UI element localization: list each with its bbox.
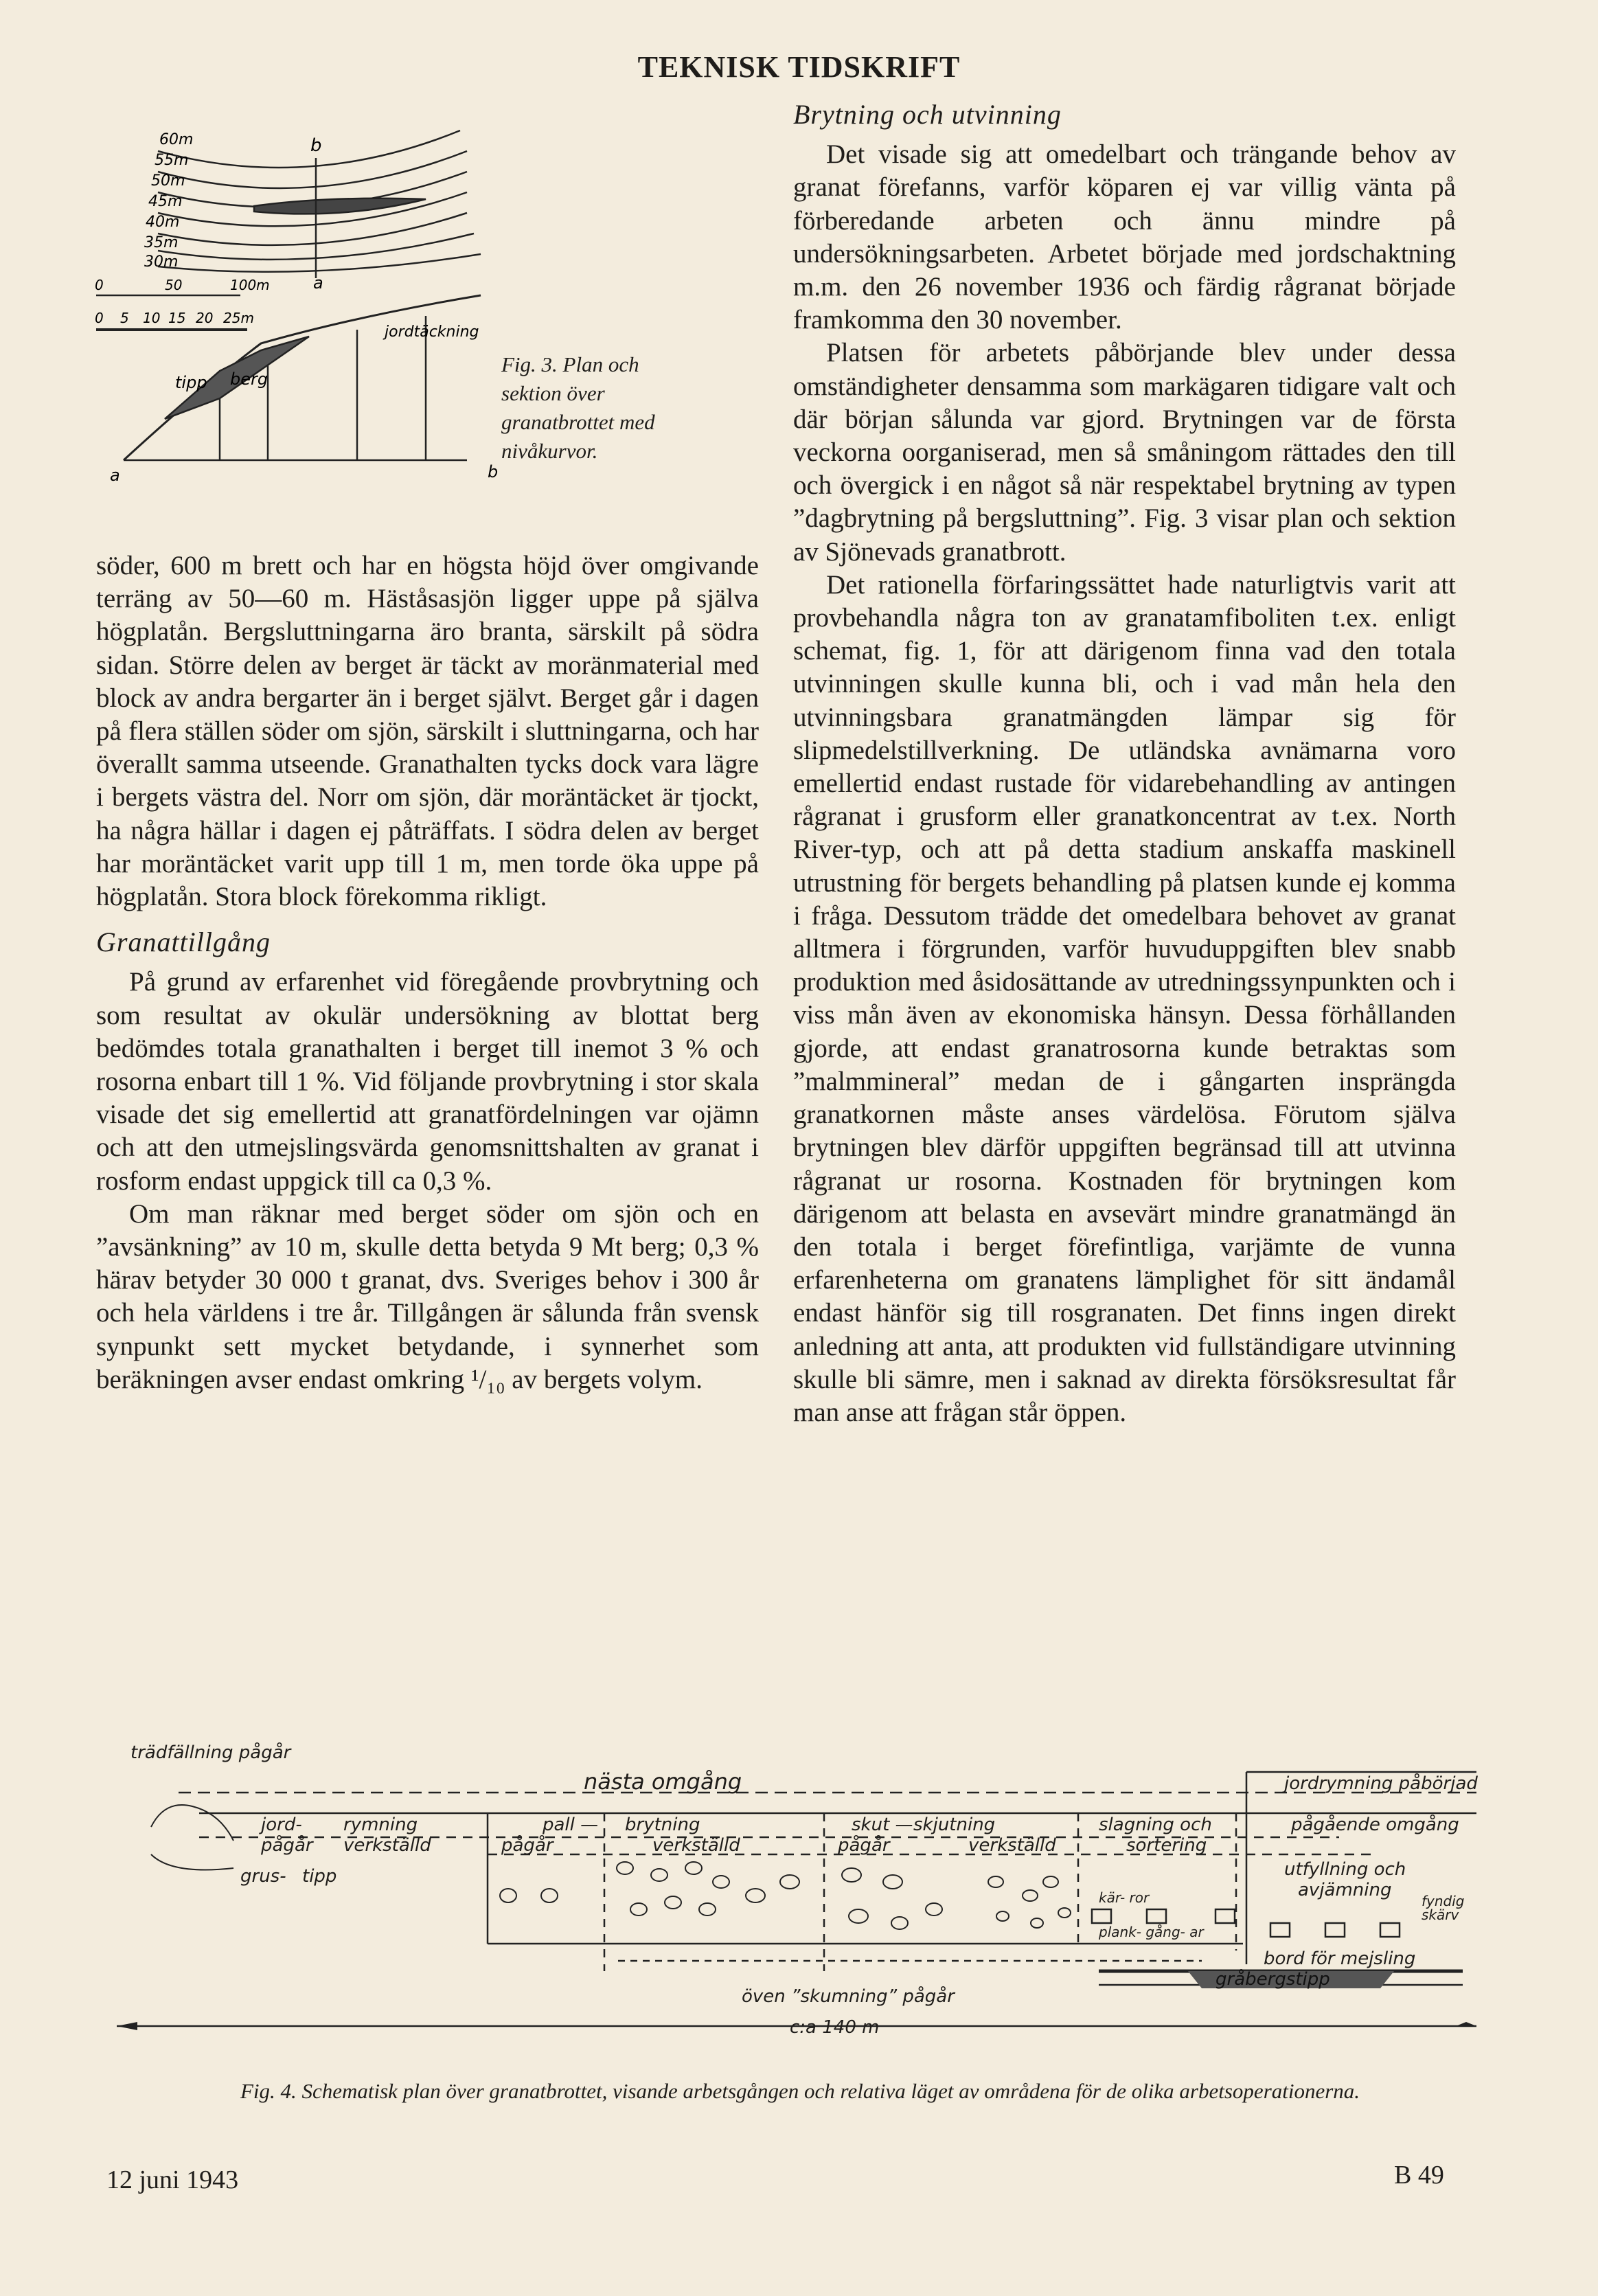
section-heading-brytning: Brytning och utvinning bbox=[793, 99, 1062, 130]
label-length: c:a 140 m bbox=[790, 2017, 880, 2038]
label-jordrymning-paborjad: jordrymning påbörjad bbox=[1284, 1773, 1478, 1794]
label-plankgangar: plank- gång- ar bbox=[1099, 1924, 1204, 1940]
label-brytning: brytning bbox=[625, 1815, 700, 1835]
label-tipp: tipp bbox=[175, 373, 207, 392]
label-grabergstipp: gråbergstipp bbox=[1215, 1969, 1330, 1990]
label-berg: berg bbox=[230, 370, 269, 389]
fig3-plan-section bbox=[82, 110, 508, 495]
footer-date: 12 juni 1943 bbox=[106, 2166, 239, 2194]
label-nasta-omgang: nästa omgång bbox=[584, 1769, 742, 1795]
scale-bottom-15: 15 bbox=[168, 310, 186, 326]
label-skut: skut — bbox=[852, 1815, 913, 1835]
scale-bottom-25: 25m bbox=[223, 310, 254, 326]
scale-top-0: 0 bbox=[95, 277, 104, 293]
label-jordtackning: jordtäckning bbox=[385, 323, 479, 341]
label-sortering: sortering bbox=[1126, 1835, 1207, 1856]
right-column bbox=[793, 98, 1456, 1429]
label-a: a bbox=[313, 273, 323, 293]
label-pagaende-omgang: pågående omgång bbox=[1291, 1815, 1459, 1835]
left-paragraph-3: Om man räknar med berget söder om sjön och en ”avsänkning” av 10 m, skulle detta betyda 9 Mt berg; 0,3 % härav betyder 30 000 t granat, dvs. Sveriges behov i 300 år och hela världens i tre år. Tillgången är sålunda från svensk synpunkt sett mycket betydande, i synnerhet som beräkningen avser endast omkring ¹/₁₀ av bergets volym. bbox=[96, 1198, 759, 1394]
label-slagning: slagning och bbox=[1099, 1815, 1212, 1835]
fig3-caption: Fig. 3. Plan och sektion över granatbrottet med nivåkurvor. bbox=[501, 352, 655, 463]
label-rymning: rymning bbox=[343, 1815, 418, 1835]
contour-label: 60m bbox=[159, 131, 194, 148]
label-avjamning: avjämning bbox=[1298, 1880, 1392, 1900]
contour-label: 30m bbox=[144, 253, 179, 271]
fig4-caption: Fig. 4. Schematisk plan över granatbrottet, visande arbetsgången och relativa läget av områdena för de olika arbetsoperationerna. bbox=[240, 2079, 1360, 2103]
label-pall-pagar: pågår bbox=[501, 1835, 553, 1856]
label-skumning: öven ”skumning” pågår bbox=[742, 1986, 955, 2007]
masthead: TEKNISK TIDSKRIFT bbox=[637, 50, 961, 84]
label-tipp: tipp bbox=[302, 1866, 337, 1887]
right-paragraph-2: Platsen för arbetets påbörjande blev under dessa omständigheter densamma som markägaren tidigare valt och där början sålunda var gjord. Brytningen var de första veckorna oorganiserad, men så småningom rättades den till och övergick i en något så när respektabel brytning av typen ”dagbrytning på bergsluttning”. Fig. 3 visar plan och sektion av Sjönevads granatbrott. bbox=[793, 338, 1456, 567]
label-b-bottom: b bbox=[488, 462, 499, 481]
scale-top-100: 100m bbox=[230, 277, 270, 293]
section-heading-granattillgang: Granattillgång bbox=[96, 927, 271, 958]
footer-page-number: B 49 bbox=[1394, 2161, 1444, 2190]
scale-top-50: 50 bbox=[165, 277, 183, 293]
label-b-top: b bbox=[310, 135, 322, 156]
left-paragraph-2: På grund av erfarenhet vid föregående provbrytning och som resultat av okulär undersökning av blottat berg bedömdes totala granathalten i berget till inemot 3 % och rosorna enbart till 1 %. Vid följande provbrytning i stor skala visade det sig emellertid att granatfördelningen var ojämn och att den utmejslingsvärda genomsnittshalten av granat i rosform endast uppgick till ca 0,3 %. bbox=[96, 967, 759, 1196]
scale-bottom-10: 10 bbox=[143, 310, 161, 326]
scale-bottom-20: 20 bbox=[196, 310, 214, 326]
label-a-bottom: a bbox=[110, 466, 120, 485]
label-utfyllning: utfyllning och bbox=[1284, 1859, 1406, 1880]
label-skjutning: skjutning bbox=[913, 1815, 996, 1835]
label-skut-pagar: pågår bbox=[838, 1835, 890, 1856]
contour-label: 50m bbox=[151, 172, 185, 190]
left-column bbox=[96, 549, 759, 1396]
scale-bottom-0: 0 bbox=[95, 310, 104, 326]
label-tradfallning: trädfällning pågår bbox=[130, 1742, 291, 1763]
contour-label: 45m bbox=[148, 193, 183, 210]
scale-bottom-5: 5 bbox=[120, 310, 129, 326]
label-skjutning-verk: verkställd bbox=[968, 1835, 1056, 1856]
label-grus: grus- bbox=[240, 1866, 286, 1887]
label-pagar: pågår bbox=[261, 1835, 313, 1856]
contour-label: 40m bbox=[146, 214, 180, 231]
contour-label: 55m bbox=[155, 152, 189, 169]
right-paragraph-3: Det rationella förfaringssättet hade naturligtvis varit att provbehandla några ton av granatamfiboliten t.ex. enligt schemat, fig. 1, för att därigenom finna vad den totala utvinningen skulle kunna bli, och i vad mån hela den utvinningsbara granatmängden lämpar sig för slipmedelstillverkning. De utländska avnämarna voro emellertid endast rustade för vidarebehandling av antingen rågranat i grusform eller granatkoncentrat av t.ex. North River-typ, och att på detta stadium anskaffa maskinell utrustning för bergets behandling på platsen kunde ej komma i fråga. Dessutom trädde det omedelbara behovet av granat alltmera i förgrunden, varför huvuduppgiften blev snabb produktion med åsidosättande av utredningssynpunkten och i viss mån även av ekonomiska hänsyn. Dessa förhållanden gjorde, att endast granatrosorna kunde betraktas som ”malmmineral” medan de i gångarten insprängda granatkornen måste anses värdelösa. Förutom själva brytningen blev därför uppgiften begränsad till att utvinna rågranat ur rosorna. Kostnaden för brytningen kom därigenom att belasta en avsevärt mindre granatmängd än den totala i berget förefintliga, varjämte de vunna erfarenheterna om granatens lämplighet för sitt ändamål endast hänför sig till rosgranaten. Det finns ingen direkt anledning att anta, att produkten vid fullständigare utvinning skulle bli sämre, men i saknad av direkta försöksresultat får man anse att frågan står öppen. bbox=[793, 569, 1456, 1427]
label-brytning-verk: verkställd bbox=[652, 1835, 740, 1856]
contour-label: 35m bbox=[144, 234, 179, 251]
label-skarv: skärv bbox=[1422, 1907, 1459, 1923]
label-verkstalld: verkställd bbox=[343, 1835, 431, 1856]
label-karror: kär- ror bbox=[1099, 1889, 1150, 1906]
fig4-schematic-plan bbox=[103, 1738, 1504, 2067]
label-fyndig: fyndig bbox=[1422, 1893, 1465, 1909]
label-jord: jord- bbox=[261, 1815, 302, 1835]
left-paragraph-1: söder, 600 m brett och har en högsta höjd över omgivande terräng av 50—60 m. Häståsasjön ligger uppe på själva högplatån. Bergsluttningarna äro branta, särskilt på södra sidan. Större delen av berget är täckt av moränmaterial med block av andra bergarter än i berget självt. Berget går i dagen på flera ställen söder om sjön, särskilt i sluttningarna, och har överallt samma utseende. Granathalten tycks dock vara lägre i bergets västra del. Norr om sjön, där moräntäcket är tjockt, ha några hällar i dagen ej påträffats. I södra delen av berget har moräntäcket varit upp till 1 m, men torde öka uppe på högplatån. Stora block förekomma rikligt. bbox=[96, 551, 759, 912]
label-pall: pall — bbox=[543, 1815, 599, 1835]
right-paragraph-1: Det visade sig att omedelbart och trängande behov av granat förefanns, varför köparen ej var villig vänta på förberedande arbeten och ännu mindre på undersökningsarbeten. Arbetet började med jordschaktning m.m. den 26 november 1936 och färdig rågranat började framkomma den 30 november. bbox=[793, 139, 1456, 335]
label-bord-for-mejsling: bord för mejsling bbox=[1264, 1948, 1416, 1969]
